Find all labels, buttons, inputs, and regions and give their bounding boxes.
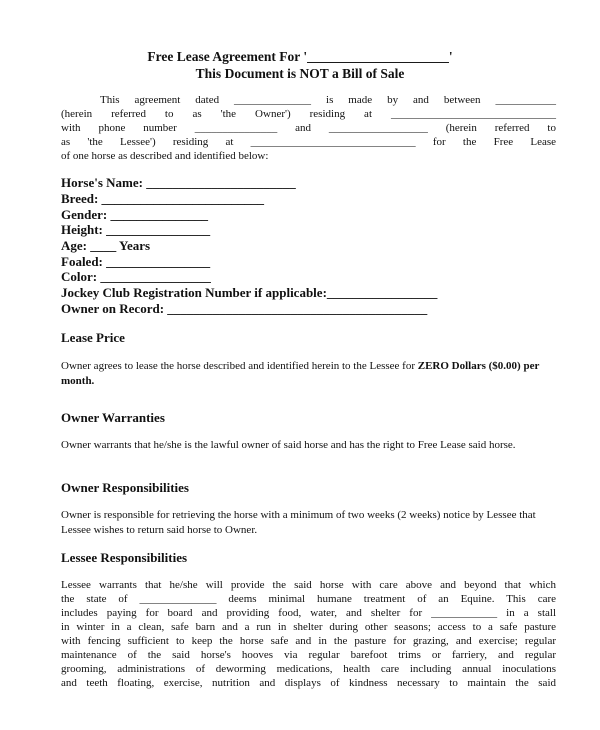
field-owner-on-record: Owner on Record: ________________________________________ — [61, 301, 428, 316]
lease-price-text — [61, 359, 556, 389]
field-jockey-club: Jockey Club Registration Number if applicable:_________________ — [61, 285, 438, 300]
lease-price-body: Owner agrees to lease the horse described and identified herein to the Lessee for — [61, 360, 418, 372]
intro-line-4: as 'the Lessee') residing at ______________________________ for the Free Lease — [61, 136, 556, 148]
lessee-line-6: maintenance of the said horse's hooves via regular barefoot trims or farriery, and regular — [61, 649, 556, 661]
lessee-line-4: in winter in a clean, safe barn and a run in shelter during other seasons; access to a safe pasture — [61, 621, 556, 633]
lessee-line-5: with fencing sufficient to keep the horse safe and in the pasture for grazing, and exercise; regular — [61, 635, 556, 647]
lessee-line-2: the state of ______________ deems minimal humane treatment of an Equine. This care — [61, 593, 556, 605]
field-gender: Gender: _______________ — [61, 207, 208, 222]
lessee-line-1: Lessee warrants that he/she will provide the said horse with care above and beyond that which — [61, 579, 556, 591]
heading-lease-price: Lease Price — [61, 330, 125, 345]
intro-line-1: This agreement dated ______________ is made by and between ___________ — [100, 94, 556, 106]
lessee-line-3: includes paying for board and providing food, water, and shelter for ____________ in a stall — [61, 607, 556, 619]
field-breed: Breed: _________________________ — [61, 191, 265, 206]
lessee-line-8: and teeth floating, exercise, nutrition and displays of kindness necessary to maintain the said — [61, 677, 556, 689]
owner-warranties-text: Owner warrants that he/she is the lawful owner of said horse and has the right to Free Lease said horse. — [61, 439, 516, 451]
owner-responsibilities-text: Owner is responsible for retrieving the horse with a minimum of two weeks (2 weeks) notice by Lessee that Lessee wishes to return said horse to Owner. — [61, 509, 536, 536]
intro-line-3: with phone number _______________ and __________________ (herein referred to — [61, 122, 556, 134]
field-horse-name: Horse's Name: _______________________ — [61, 175, 296, 190]
lessee-line-7: grooming, administrations of deworming medications, health care including annual inoculations — [61, 663, 556, 675]
document-subtitle: This Document is NOT a Bill of Sale — [195, 66, 405, 81]
lease-price-amount: ZERO Dollars ($0.00) per month. — [61, 360, 540, 387]
heading-owner-warranties: Owner Warranties — [61, 410, 165, 425]
heading-owner-responsibilities: Owner Responsibilities — [61, 480, 189, 495]
field-height: Height: ________________ — [61, 222, 211, 237]
intro-line-2: (herein referred to as 'the Owner') residing at ______________________________ — [61, 108, 556, 120]
document-title: Free Lease Agreement For '_____________________' — [147, 49, 453, 64]
intro-line-5: of one horse as described and identified below: — [61, 150, 269, 162]
field-age: Age: ____ Years — [61, 238, 151, 253]
heading-lessee-responsibilities: Lessee Responsibilities — [61, 550, 188, 565]
field-color: Color: _________________ — [61, 269, 211, 284]
field-foaled: Foaled: ________________ — [61, 254, 211, 269]
